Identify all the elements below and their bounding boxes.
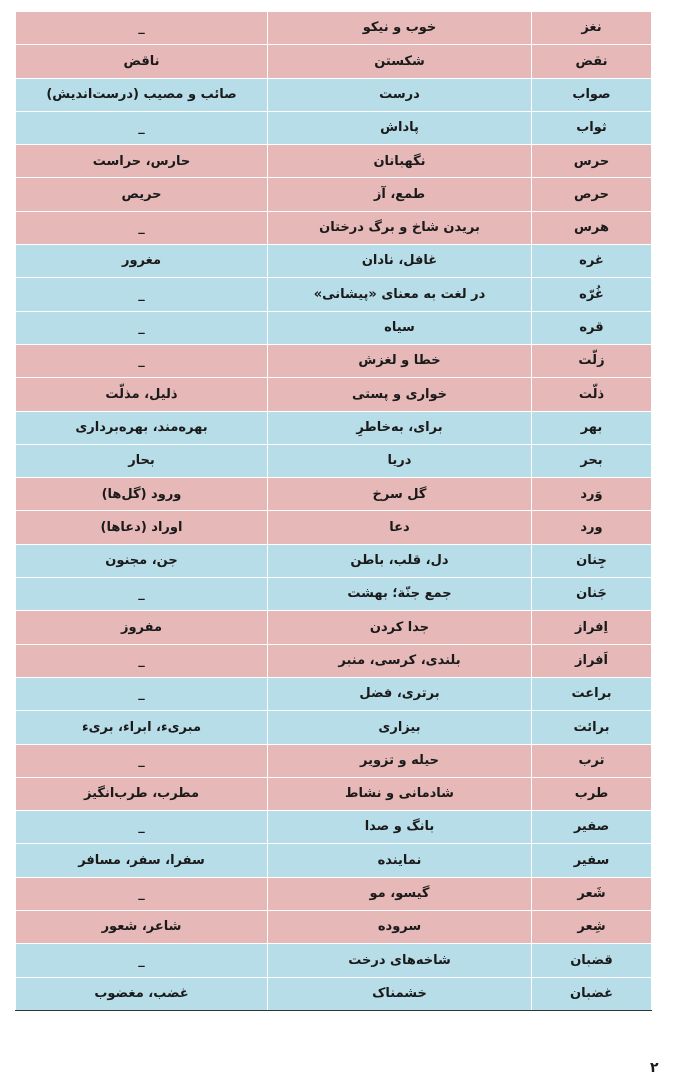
- word-cell: حرص: [532, 178, 652, 211]
- meaning-cell: بانگ و صدا: [268, 811, 532, 844]
- meaning-cell: بیزاری: [268, 711, 532, 744]
- related-words-cell: بهره‌مند، بهره‌برداری: [16, 411, 268, 444]
- meaning-cell: شاخه‌های درخت: [268, 944, 532, 977]
- meaning-cell: بریدن شاخ و برگ درختان: [268, 211, 532, 244]
- meaning-cell: در لغت به معنای «پیشانی»: [268, 278, 532, 311]
- table-row: [16, 944, 652, 977]
- word-cell: صفیر: [532, 811, 652, 844]
- meaning-cell: طمع، آز: [268, 178, 532, 211]
- meaning-cell: برتری، فضل: [268, 677, 532, 710]
- meaning-cell: بلندی، کرسی، منبر: [268, 644, 532, 677]
- related-words-cell: _: [16, 644, 268, 677]
- meaning-cell: نماینده: [268, 844, 532, 877]
- meaning-cell: خطا و لغزش: [268, 344, 532, 377]
- vocabulary-table: [15, 11, 652, 1011]
- related-words-cell: ناقض: [16, 45, 268, 78]
- related-words-cell: ذلیل، مذلّت: [16, 378, 268, 411]
- word-cell: بهر: [532, 411, 652, 444]
- related-words-cell: بحار: [16, 444, 268, 477]
- related-words-cell: _: [16, 744, 268, 777]
- table-row: [16, 178, 652, 211]
- related-words-cell: _: [16, 211, 268, 244]
- word-cell: جِنان: [532, 544, 652, 577]
- table-row: [16, 211, 652, 244]
- table-row: [16, 12, 652, 45]
- meaning-cell: گیسو، مو: [268, 877, 532, 910]
- word-cell: شِعر: [532, 911, 652, 944]
- table-body: [16, 12, 652, 1011]
- table-row: [16, 145, 652, 178]
- table-row: [16, 611, 652, 644]
- table-row: [16, 511, 652, 544]
- related-words-cell: _: [16, 811, 268, 844]
- table-row: [16, 544, 652, 577]
- table-row: [16, 911, 652, 944]
- word-cell: ثواب: [532, 111, 652, 144]
- related-words-cell: حریص: [16, 178, 268, 211]
- word-cell: اِفراز: [532, 611, 652, 644]
- word-cell: حرس: [532, 145, 652, 178]
- table-row: [16, 478, 652, 511]
- table-row: [16, 78, 652, 111]
- word-cell: شَعر: [532, 877, 652, 910]
- word-cell: قره: [532, 311, 652, 344]
- related-words-cell: _: [16, 877, 268, 910]
- word-cell: برائت: [532, 711, 652, 744]
- related-words-cell: _: [16, 12, 268, 45]
- related-words-cell: جن، مجنون: [16, 544, 268, 577]
- related-words-cell: _: [16, 111, 268, 144]
- meaning-cell: خشمناک: [268, 977, 532, 1010]
- word-cell: نقض: [532, 45, 652, 78]
- word-cell: ذلّت: [532, 378, 652, 411]
- related-words-cell: _: [16, 344, 268, 377]
- word-cell: غره: [532, 245, 652, 278]
- table-row: [16, 378, 652, 411]
- table-row: [16, 811, 652, 844]
- word-cell: غُرّه: [532, 278, 652, 311]
- word-cell: زلّت: [532, 344, 652, 377]
- meaning-cell: غافل، نادان: [268, 245, 532, 278]
- related-words-cell: مفروز: [16, 611, 268, 644]
- table-row: [16, 777, 652, 810]
- table-row: [16, 411, 652, 444]
- related-words-cell: مبریء، ابراء، بریء: [16, 711, 268, 744]
- word-cell: وَرد: [532, 478, 652, 511]
- related-words-cell: مغرور: [16, 245, 268, 278]
- meaning-cell: شادمانی و نشاط: [268, 777, 532, 810]
- word-cell: ترب: [532, 744, 652, 777]
- page-number: ۲: [650, 1060, 659, 1076]
- related-words-cell: سفرا، سفر، مسافر: [16, 844, 268, 877]
- word-cell: سفیر: [532, 844, 652, 877]
- meaning-cell: حیله و تزویر: [268, 744, 532, 777]
- meaning-cell: جدا کردن: [268, 611, 532, 644]
- table-row: [16, 444, 652, 477]
- table-row: [16, 844, 652, 877]
- meaning-cell: دل، قلب، باطن: [268, 544, 532, 577]
- meaning-cell: خوب و نیکو: [268, 12, 532, 45]
- meaning-cell: سیاه: [268, 311, 532, 344]
- word-cell: ورد: [532, 511, 652, 544]
- table-row: [16, 245, 652, 278]
- word-cell: جَنان: [532, 578, 652, 611]
- table-row: [16, 45, 652, 78]
- word-cell: بحر: [532, 444, 652, 477]
- word-cell: طرب: [532, 777, 652, 810]
- meaning-cell: شکستن: [268, 45, 532, 78]
- related-words-cell: صائب و مصیب (درست‌اندیش): [16, 78, 268, 111]
- table-row: [16, 744, 652, 777]
- meaning-cell: درست: [268, 78, 532, 111]
- word-cell: صواب: [532, 78, 652, 111]
- word-cell: غضبان: [532, 977, 652, 1010]
- word-cell: براعت: [532, 677, 652, 710]
- meaning-cell: خواری و پستی: [268, 378, 532, 411]
- related-words-cell: _: [16, 677, 268, 710]
- table-row: [16, 644, 652, 677]
- related-words-cell: _: [16, 311, 268, 344]
- table-row: [16, 278, 652, 311]
- related-words-cell: شاعر، شعور: [16, 911, 268, 944]
- table-row: [16, 977, 652, 1010]
- meaning-cell: دعا: [268, 511, 532, 544]
- table-row: [16, 578, 652, 611]
- meaning-cell: نگهبانان: [268, 145, 532, 178]
- meaning-cell: برای، به‌خاطرِ: [268, 411, 532, 444]
- word-cell: قضبان: [532, 944, 652, 977]
- table-row: [16, 344, 652, 377]
- table-row: [16, 311, 652, 344]
- related-words-cell: اوراد (دعاها): [16, 511, 268, 544]
- related-words-cell: غضب، مغضوب: [16, 977, 268, 1010]
- table-row: [16, 111, 652, 144]
- meaning-cell: دریا: [268, 444, 532, 477]
- meaning-cell: گل سرخ: [268, 478, 532, 511]
- meaning-cell: جمع جنّة؛ بهشت: [268, 578, 532, 611]
- related-words-cell: حارس، حراست: [16, 145, 268, 178]
- table-row: [16, 711, 652, 744]
- word-cell: نغز: [532, 12, 652, 45]
- related-words-cell: _: [16, 278, 268, 311]
- word-cell: هرس: [532, 211, 652, 244]
- table-row: [16, 877, 652, 910]
- related-words-cell: _: [16, 944, 268, 977]
- related-words-cell: _: [16, 578, 268, 611]
- related-words-cell: ورود (گل‌ها): [16, 478, 268, 511]
- related-words-cell: مطرب، طرب‌انگیز: [16, 777, 268, 810]
- meaning-cell: سروده: [268, 911, 532, 944]
- table-row: [16, 677, 652, 710]
- meaning-cell: پاداش: [268, 111, 532, 144]
- word-cell: اَفراز: [532, 644, 652, 677]
